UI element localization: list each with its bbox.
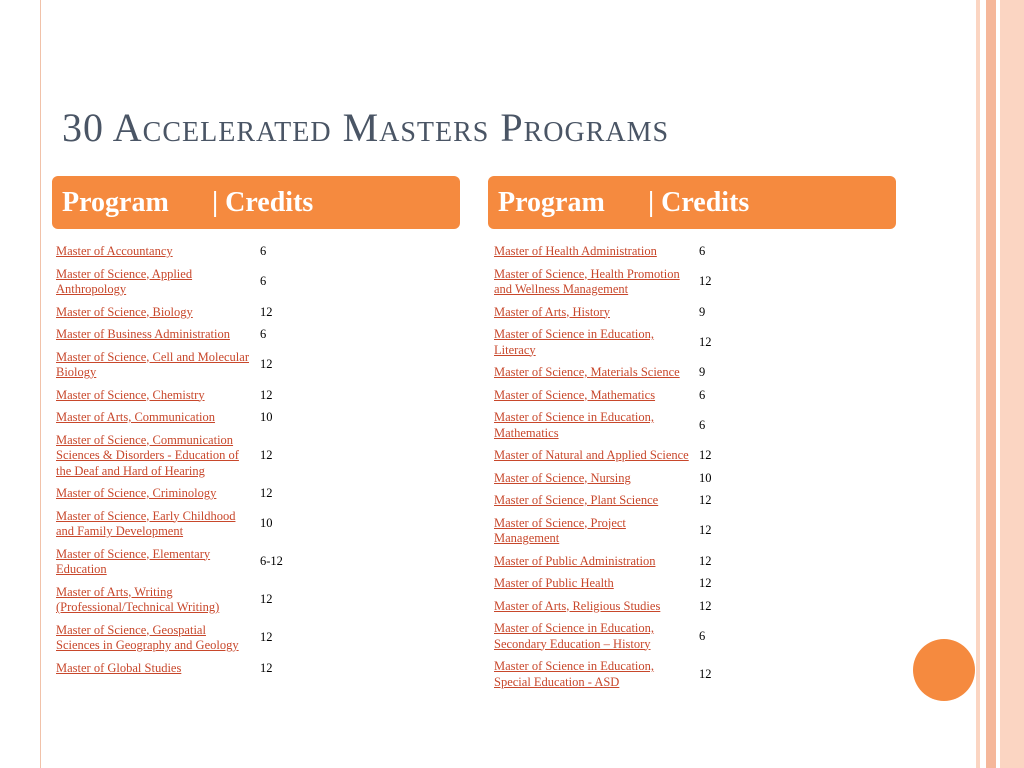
- credits-cell: 12: [260, 592, 273, 607]
- program-link[interactable]: Master of Science, Elementary Education: [56, 546, 211, 576]
- program-link[interactable]: Master of Science in Education, Special Education - ASD: [494, 659, 655, 689]
- program-cell: [490, 488, 695, 511]
- program-link[interactable]: Master of Science in Education, Mathematics: [494, 410, 655, 440]
- table-row: [52, 428, 324, 482]
- program-cell: [52, 504, 256, 542]
- program-cell: [490, 262, 695, 300]
- program-cell: [490, 466, 695, 489]
- program-link[interactable]: Master of Public Health: [494, 576, 614, 590]
- table-row: [490, 300, 763, 323]
- program-cell: [490, 654, 695, 692]
- header-program-label: Program: [62, 186, 169, 218]
- program-link[interactable]: Master of Science, Materials Science: [494, 365, 680, 379]
- credits-cell: 12: [260, 660, 273, 675]
- program-link[interactable]: Master of Accountancy: [56, 244, 173, 258]
- program-link[interactable]: Master of Global Studies: [56, 660, 182, 675]
- table-row: [490, 443, 763, 466]
- program-link[interactable]: Master of Business Administration: [56, 327, 230, 341]
- program-cell: [490, 383, 695, 406]
- table-row: [490, 383, 763, 406]
- table-row: [490, 239, 763, 262]
- program-cell: [490, 616, 695, 654]
- credits-cell: 6: [699, 244, 706, 258]
- table-row: [490, 405, 763, 443]
- program-link[interactable]: Master of Science, Mathematics: [494, 387, 656, 402]
- program-cell: [490, 511, 695, 549]
- table-row: [52, 504, 324, 542]
- credits-cell: 6: [699, 628, 706, 643]
- slide-right-stripes: [976, 0, 1024, 768]
- program-link[interactable]: Master of Science, Chemistry: [56, 387, 205, 402]
- table-row: [52, 345, 324, 383]
- credits-cell: 9: [699, 304, 706, 319]
- table-row: [490, 488, 763, 511]
- program-cell: [490, 322, 695, 360]
- program-cell: [52, 481, 256, 504]
- program-link[interactable]: Master of Arts, Communication: [56, 410, 216, 424]
- table-row: [52, 405, 324, 428]
- credits-cell: 10: [699, 470, 712, 485]
- credits-cell: 12: [260, 630, 273, 645]
- program-link[interactable]: Master of Science, Plant Science: [494, 493, 659, 507]
- credits-cell: 12: [260, 448, 273, 462]
- program-cell: [490, 443, 695, 466]
- program-link[interactable]: Master of Science, Project Management: [494, 515, 626, 545]
- program-link[interactable]: Master of Health Administration: [494, 244, 657, 258]
- credits-cell: 10: [260, 516, 273, 531]
- credits-cell: 6: [699, 387, 706, 402]
- table-row: [490, 616, 763, 654]
- table-row: [52, 656, 324, 679]
- program-cell: [52, 322, 256, 345]
- program-cell: [490, 239, 695, 262]
- header-credits-label: | Credits: [648, 186, 750, 218]
- program-link[interactable]: Master of Science, Nursing: [494, 470, 631, 485]
- table-row: [52, 262, 324, 300]
- credits-cell: 6: [260, 327, 267, 341]
- table-row: [52, 542, 324, 580]
- credits-cell: 6-12: [260, 554, 283, 569]
- left-program-table: [52, 239, 324, 678]
- table-row: [490, 511, 763, 549]
- program-link[interactable]: Master of Science, Health Promotion and Wellness Management: [494, 266, 680, 296]
- table-row: [52, 618, 324, 656]
- credits-cell: 12: [699, 666, 712, 681]
- table-row: [490, 654, 763, 692]
- program-link[interactable]: Master of Science, Criminology: [56, 486, 217, 500]
- table-row: [490, 262, 763, 300]
- credits-cell: 6: [260, 244, 267, 258]
- table-row: [52, 481, 324, 504]
- program-cell: [52, 262, 256, 300]
- header-credits-label: | Credits: [212, 186, 314, 218]
- credits-cell: 12: [260, 304, 273, 319]
- credits-cell: 6: [260, 274, 267, 289]
- credits-cell: 12: [699, 334, 712, 349]
- program-link[interactable]: Master of Arts, Religious Studies: [494, 598, 661, 613]
- program-cell: [490, 405, 695, 443]
- credits-cell: 12: [699, 448, 712, 462]
- program-link[interactable]: Master of Science, Applied Anthropology: [56, 266, 193, 296]
- program-link[interactable]: Master of Science in Education, Secondary Education – History: [494, 621, 655, 651]
- credits-cell: 10: [260, 410, 273, 424]
- credits-cell: 9: [699, 365, 706, 379]
- table-row: [490, 594, 763, 617]
- table-row: [490, 549, 763, 572]
- program-cell: [52, 405, 256, 428]
- credits-cell: 12: [699, 523, 712, 538]
- credits-cell: 12: [699, 553, 712, 568]
- program-cell: [490, 300, 695, 323]
- program-cell: [52, 542, 256, 580]
- program-cell: [52, 656, 256, 679]
- decorative-circle: [913, 639, 975, 701]
- table-row: [52, 239, 324, 262]
- table-row: [490, 360, 763, 383]
- table-row: [490, 571, 763, 594]
- program-cell: [52, 239, 256, 262]
- program-link[interactable]: Master of Science, Communication Sciences & Disorders - Education of the Deaf and Hard of Hearing: [56, 432, 239, 478]
- program-cell: [490, 571, 695, 594]
- table-row: [52, 322, 324, 345]
- program-cell: [490, 549, 695, 572]
- credits-cell: 12: [260, 486, 273, 500]
- program-cell: [52, 300, 256, 323]
- credits-cell: 12: [260, 357, 273, 372]
- program-cell: [52, 383, 256, 406]
- program-link[interactable]: Master of Arts, History: [494, 304, 610, 319]
- program-link[interactable]: Master of Science, Biology: [56, 304, 193, 319]
- program-cell: [52, 345, 256, 383]
- program-cell: [490, 360, 695, 383]
- program-cell: [52, 618, 256, 656]
- slide-left-border: [0, 0, 41, 768]
- table-row: [490, 322, 763, 360]
- program-link[interactable]: Master of Science in Education, Literacy: [494, 327, 655, 357]
- table-row: [52, 300, 324, 323]
- program-cell: [52, 428, 256, 482]
- right-program-table: [490, 239, 763, 692]
- credits-cell: 6: [699, 417, 706, 432]
- slide-title: 30 Accelerated Masters Programs: [62, 105, 670, 150]
- header-program-label: Program: [498, 186, 605, 218]
- program-cell: [52, 580, 256, 618]
- program-link[interactable]: Master of Arts, Writing (Professional/Technical Writing): [56, 584, 220, 614]
- right-table-header: [488, 176, 896, 229]
- credits-cell: 12: [699, 493, 712, 507]
- table-row: [52, 383, 324, 406]
- program-link[interactable]: Master of Public Administration: [494, 553, 656, 568]
- program-link[interactable]: Master of Natural and Applied Science: [494, 448, 689, 462]
- credits-cell: 12: [699, 576, 712, 590]
- table-row: [490, 466, 763, 489]
- program-link[interactable]: Master of Science, Cell and Molecular Biology: [56, 349, 249, 379]
- credits-cell: 12: [699, 274, 712, 289]
- left-table-header: [52, 176, 460, 229]
- program-cell: [490, 594, 695, 617]
- table-row: [52, 580, 324, 618]
- credits-cell: 12: [260, 387, 273, 402]
- credits-cell: 12: [699, 598, 712, 613]
- program-link[interactable]: Master of Science, Geospatial Sciences in Geography and Geology: [56, 622, 239, 652]
- program-link[interactable]: Master of Science, Early Childhood and Family Development: [56, 508, 236, 538]
